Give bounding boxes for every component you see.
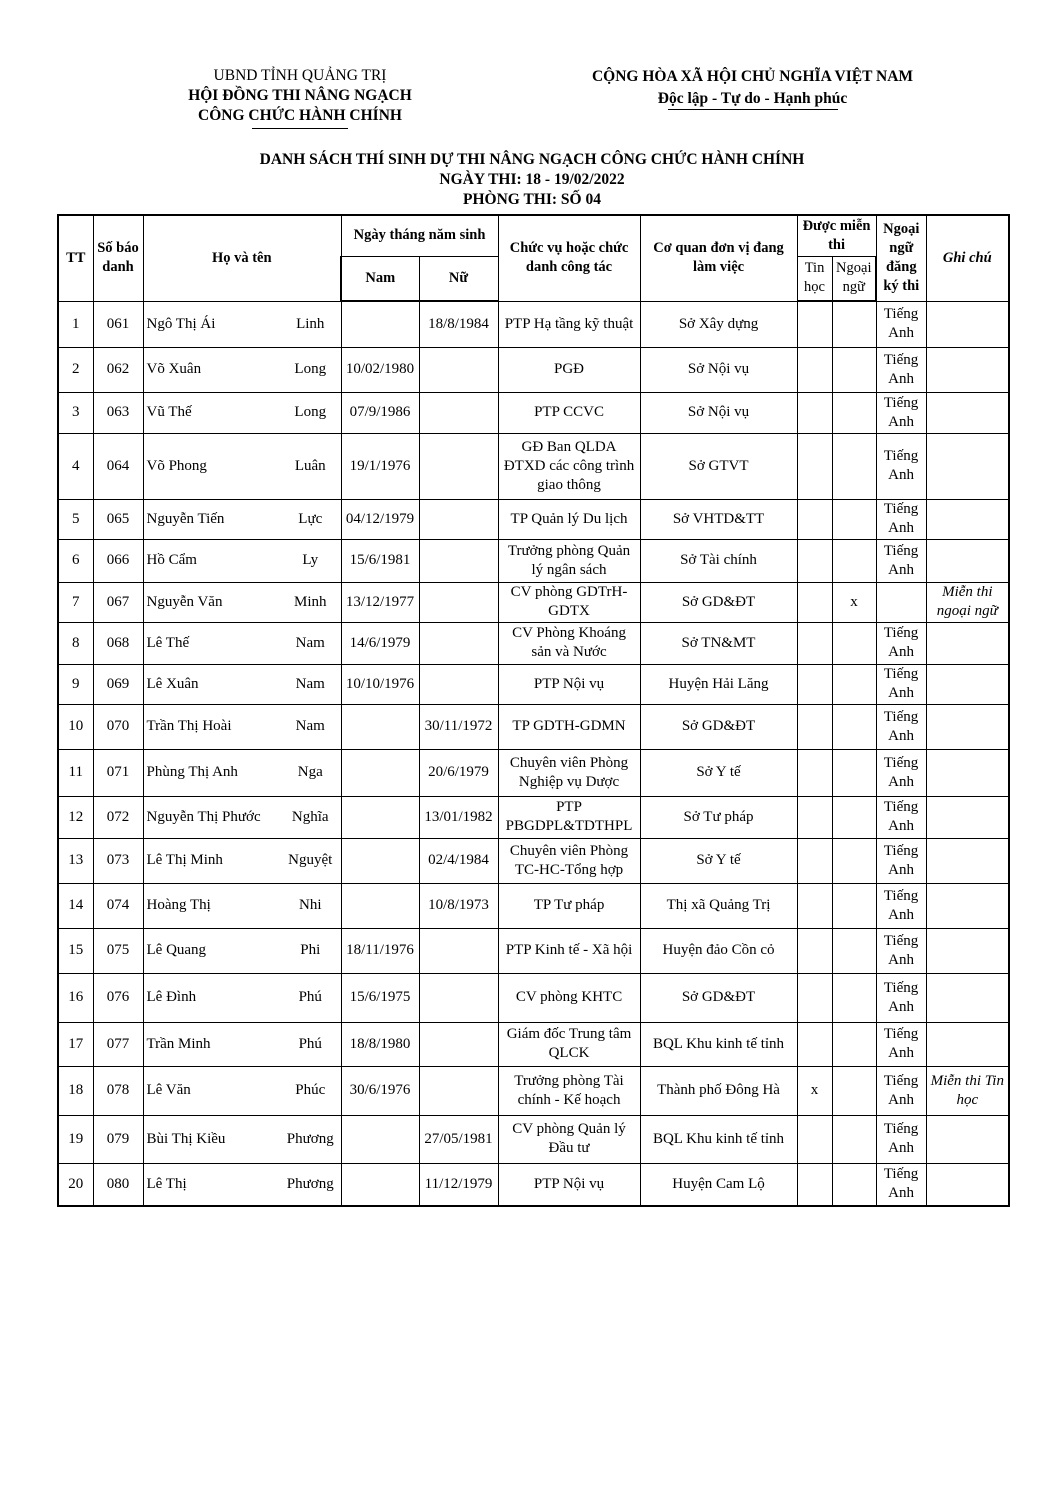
- cell-dob-male: 18/11/1976: [341, 928, 419, 973]
- cell-note: [926, 973, 1009, 1022]
- cell-position: TP GDTH-GDMN: [498, 704, 640, 749]
- cell-position: PTP CCVC: [498, 392, 640, 433]
- cell-dob-male: [341, 796, 419, 838]
- cell-note: [926, 664, 1009, 704]
- cell-family-name: Hồ Cẩm: [143, 539, 280, 582]
- cell-exempt-lang: [832, 838, 876, 883]
- col-dob-female-header: Nữ: [419, 256, 498, 301]
- cell-agency: Sở Xây dựng: [640, 301, 797, 347]
- cell-lang-reg: Tiếng Anh: [876, 1066, 926, 1115]
- cell-sbd: 073: [93, 838, 143, 883]
- cell-lang-reg: Tiếng Anh: [876, 392, 926, 433]
- cell-dob-female: 20/6/1979: [419, 749, 498, 796]
- table-row: [58, 1163, 1009, 1206]
- cell-agency: Sở Y tế: [640, 838, 797, 883]
- cell-family-name: Nguyễn Văn: [143, 582, 280, 622]
- cell-sbd: 066: [93, 539, 143, 582]
- cell-dob-male: 15/6/1975: [341, 973, 419, 1022]
- cell-given-name: Lực: [280, 499, 341, 539]
- table-row: [58, 301, 1009, 347]
- cell-family-name: Trần Thị Hoài: [143, 704, 280, 749]
- table-row: [58, 499, 1009, 539]
- cell-tt: 8: [58, 622, 93, 664]
- cell-tt: 6: [58, 539, 93, 582]
- cell-exempt-it: [797, 539, 832, 582]
- cell-agency: Sở Y tế: [640, 749, 797, 796]
- authority-line-2: HỘI ĐỒNG THI NÂNG NGẠCH: [188, 87, 412, 104]
- cell-tt: 5: [58, 499, 93, 539]
- cell-given-name: Nguyệt: [280, 838, 341, 883]
- cell-lang-reg: Tiếng Anh: [876, 664, 926, 704]
- cell-agency: Huyện đảo Cồn cỏ: [640, 928, 797, 973]
- cell-family-name: Nguyễn Thị Phước: [143, 796, 280, 838]
- cell-exempt-lang: [832, 883, 876, 928]
- table-row: [58, 1066, 1009, 1115]
- cell-dob-male: 30/6/1976: [341, 1066, 419, 1115]
- cell-given-name: Ly: [280, 539, 341, 582]
- document-title: DANH SÁCH THÍ SINH DỰ THI NÂNG NGẠCH CÔNG CHỨC HÀNH CHÍNH: [259, 151, 805, 168]
- cell-agency: Huyện Hải Lăng: [640, 664, 797, 704]
- cell-position: PGĐ: [498, 347, 640, 392]
- country-name: CỘNG HÒA XÃ HỘI CHỦ NGHĨA VIỆT NAM: [591, 68, 914, 85]
- cell-sbd: 070: [93, 704, 143, 749]
- cell-sbd: 077: [93, 1022, 143, 1066]
- cell-note: [926, 1115, 1009, 1163]
- cell-tt: 3: [58, 392, 93, 433]
- cell-note: [926, 883, 1009, 928]
- table-row: [58, 749, 1009, 796]
- cell-note: [926, 1022, 1009, 1066]
- table-row: [58, 582, 1009, 622]
- cell-agency: Thành phố Đông Hà: [640, 1066, 797, 1115]
- cell-family-name: Võ Phong: [143, 433, 280, 499]
- cell-given-name: Linh: [280, 301, 341, 347]
- cell-exempt-lang: [832, 539, 876, 582]
- cell-note: [926, 749, 1009, 796]
- cell-family-name: Lê Thị Minh: [143, 838, 280, 883]
- cell-position: TP Tư pháp: [498, 883, 640, 928]
- cell-exempt-it: [797, 664, 832, 704]
- cell-given-name: Nam: [280, 622, 341, 664]
- cell-sbd: 074: [93, 883, 143, 928]
- cell-sbd: 067: [93, 582, 143, 622]
- authority-line-3: CÔNG CHỨC HÀNH CHÍNH: [198, 107, 402, 124]
- cell-family-name: Lê Xuân: [143, 664, 280, 704]
- issuing-authority: [140, 66, 460, 129]
- cell-exempt-lang: [832, 704, 876, 749]
- cell-given-name: Nhi: [280, 883, 341, 928]
- cell-position: CV phòng Quản lý Đầu tư: [498, 1115, 640, 1163]
- cell-note: Miễn thi Tin học: [926, 1066, 1009, 1115]
- cell-family-name: Lê Quang: [143, 928, 280, 973]
- cell-position: Giám đốc Trung tâm QLCK: [498, 1022, 640, 1066]
- document-title-block: [57, 150, 1007, 210]
- cell-sbd: 078: [93, 1066, 143, 1115]
- cell-position: PTP Nội vụ: [498, 1163, 640, 1206]
- cell-exempt-lang: [832, 796, 876, 838]
- col-dob-male-header: Nam: [341, 256, 419, 301]
- cell-lang-reg: Tiếng Anh: [876, 622, 926, 664]
- cell-position: TP Quản lý Du lịch: [498, 499, 640, 539]
- cell-given-name: Phú: [280, 1022, 341, 1066]
- cell-exempt-lang: [832, 622, 876, 664]
- col-sbd-header: Số báo danh: [93, 215, 143, 301]
- cell-sbd: 069: [93, 664, 143, 704]
- candidate-table: [57, 214, 1010, 1207]
- cell-exempt-it: [797, 392, 832, 433]
- cell-exempt-lang: [832, 1066, 876, 1115]
- cell-family-name: Nguyễn Tiến: [143, 499, 280, 539]
- cell-exempt-it: [797, 838, 832, 883]
- cell-tt: 16: [58, 973, 93, 1022]
- cell-tt: 14: [58, 883, 93, 928]
- cell-tt: 18: [58, 1066, 93, 1115]
- cell-agency: Sở Nội vụ: [640, 392, 797, 433]
- cell-lang-reg: Tiếng Anh: [876, 838, 926, 883]
- cell-tt: 10: [58, 704, 93, 749]
- cell-sbd: 062: [93, 347, 143, 392]
- cell-note: [926, 392, 1009, 433]
- col-exempt-header: Được miễn thi: [797, 215, 876, 256]
- cell-note: [926, 796, 1009, 838]
- cell-dob-female: [419, 622, 498, 664]
- cell-sbd: 080: [93, 1163, 143, 1206]
- cell-dob-female: [419, 582, 498, 622]
- cell-dob-female: [419, 433, 498, 499]
- cell-lang-reg: Tiếng Anh: [876, 749, 926, 796]
- cell-dob-female: 10/8/1973: [419, 883, 498, 928]
- cell-lang-reg: Tiếng Anh: [876, 433, 926, 499]
- col-name-header: Họ và tên: [143, 215, 341, 301]
- cell-lang-reg: Tiếng Anh: [876, 347, 926, 392]
- cell-exempt-lang: [832, 433, 876, 499]
- cell-given-name: Phương: [280, 1163, 341, 1206]
- national-motto: Độc lập - Tự do - Hạnh phúc: [657, 90, 848, 107]
- cell-tt: 12: [58, 796, 93, 838]
- cell-agency: Sở Tài chính: [640, 539, 797, 582]
- cell-exempt-it: [797, 347, 832, 392]
- cell-agency: Sở TN&MT: [640, 622, 797, 664]
- cell-family-name: Vũ Thế: [143, 392, 280, 433]
- cell-family-name: Trần Minh: [143, 1022, 280, 1066]
- cell-lang-reg: Tiếng Anh: [876, 539, 926, 582]
- col-position-header: Chức vụ hoặc chức danh công tác: [498, 215, 640, 301]
- exam-date: NGÀY THI: 18 - 19/02/2022: [439, 171, 625, 188]
- cell-lang-reg: Tiếng Anh: [876, 1163, 926, 1206]
- cell-dob-male: [341, 838, 419, 883]
- cell-dob-female: [419, 973, 498, 1022]
- cell-exempt-lang: [832, 749, 876, 796]
- cell-dob-male: [341, 883, 419, 928]
- cell-position: CV phòng GDTrH-GDTX: [498, 582, 640, 622]
- cell-position: CV Phòng Khoáng sản và Nước: [498, 622, 640, 664]
- cell-tt: 4: [58, 433, 93, 499]
- cell-family-name: Hoàng Thị: [143, 883, 280, 928]
- col-dob-header: Ngày tháng năm sinh: [341, 215, 498, 256]
- col-tt-header: TT: [58, 215, 93, 301]
- cell-exempt-it: [797, 704, 832, 749]
- table-row: [58, 928, 1009, 973]
- national-header: [560, 66, 945, 110]
- cell-dob-female: [419, 347, 498, 392]
- cell-tt: 1: [58, 301, 93, 347]
- cell-exempt-lang: [832, 1115, 876, 1163]
- cell-exempt-it: [797, 1115, 832, 1163]
- cell-dob-male: [341, 1163, 419, 1206]
- cell-position: Trưởng phòng Tài chính - Kế hoạch: [498, 1066, 640, 1115]
- cell-dob-male: 10/10/1976: [341, 664, 419, 704]
- cell-sbd: 068: [93, 622, 143, 664]
- cell-given-name: Long: [280, 347, 341, 392]
- cell-given-name: Phúc: [280, 1066, 341, 1115]
- cell-dob-male: [341, 749, 419, 796]
- cell-given-name: Nghĩa: [280, 796, 341, 838]
- cell-sbd: 071: [93, 749, 143, 796]
- cell-note: [926, 838, 1009, 883]
- cell-dob-female: 27/05/1981: [419, 1115, 498, 1163]
- cell-dob-female: [419, 928, 498, 973]
- cell-dob-male: 04/12/1979: [341, 499, 419, 539]
- cell-given-name: Nga: [280, 749, 341, 796]
- cell-agency: Sở VHTD&TT: [640, 499, 797, 539]
- cell-agency: Sở GD&ĐT: [640, 973, 797, 1022]
- cell-agency: BQL Khu kinh tế tỉnh: [640, 1115, 797, 1163]
- table-row: [58, 392, 1009, 433]
- cell-tt: 17: [58, 1022, 93, 1066]
- cell-dob-male: 13/12/1977: [341, 582, 419, 622]
- table-row: [58, 883, 1009, 928]
- cell-position: PTP Kinh tế - Xã hội: [498, 928, 640, 973]
- cell-tt: 13: [58, 838, 93, 883]
- cell-tt: 7: [58, 582, 93, 622]
- cell-dob-male: 10/02/1980: [341, 347, 419, 392]
- cell-sbd: 064: [93, 433, 143, 499]
- cell-agency: Huyện Cam Lộ: [640, 1163, 797, 1206]
- cell-sbd: 075: [93, 928, 143, 973]
- col-exempt-it-header: Tin học: [797, 256, 832, 301]
- cell-position: Chuyên viên Phòng TC-HC-Tổng hợp: [498, 838, 640, 883]
- table-row: [58, 973, 1009, 1022]
- authority-underline: [252, 128, 348, 129]
- cell-position: CV phòng KHTC: [498, 973, 640, 1022]
- cell-dob-female: 02/4/1984: [419, 838, 498, 883]
- cell-dob-male: 19/1/1976: [341, 433, 419, 499]
- authority-line-1: UBND TỈNH QUẢNG TRỊ: [213, 67, 387, 84]
- cell-lang-reg: Tiếng Anh: [876, 928, 926, 973]
- cell-dob-female: [419, 1022, 498, 1066]
- cell-family-name: Ngô Thị Ái: [143, 301, 280, 347]
- cell-exempt-lang: [832, 928, 876, 973]
- cell-exempt-it: [797, 622, 832, 664]
- cell-tt: 20: [58, 1163, 93, 1206]
- cell-exempt-it: [797, 883, 832, 928]
- cell-dob-male: 18/8/1980: [341, 1022, 419, 1066]
- cell-position: Trưởng phòng Quản lý ngân sách: [498, 539, 640, 582]
- cell-tt: 9: [58, 664, 93, 704]
- cell-exempt-it: [797, 499, 832, 539]
- cell-position: PTP Nội vụ: [498, 664, 640, 704]
- cell-dob-male: [341, 301, 419, 347]
- cell-dob-female: [419, 499, 498, 539]
- cell-dob-male: [341, 1115, 419, 1163]
- cell-exempt-it: [797, 1022, 832, 1066]
- cell-lang-reg: Tiếng Anh: [876, 499, 926, 539]
- cell-dob-female: 11/12/1979: [419, 1163, 498, 1206]
- cell-dob-female: [419, 539, 498, 582]
- cell-agency: BQL Khu kinh tế tỉnh: [640, 1022, 797, 1066]
- cell-family-name: Lê Thị: [143, 1163, 280, 1206]
- cell-exempt-lang: [832, 664, 876, 704]
- cell-lang-reg: Tiếng Anh: [876, 1115, 926, 1163]
- cell-exempt-lang: [832, 301, 876, 347]
- cell-exempt-it: [797, 301, 832, 347]
- table-row: [58, 433, 1009, 499]
- cell-note: [926, 499, 1009, 539]
- cell-family-name: Lê Văn: [143, 1066, 280, 1115]
- cell-lang-reg: Tiếng Anh: [876, 1022, 926, 1066]
- cell-given-name: Minh: [280, 582, 341, 622]
- cell-dob-female: 30/11/1972: [419, 704, 498, 749]
- cell-lang-reg: Tiếng Anh: [876, 301, 926, 347]
- cell-agency: Sở GD&ĐT: [640, 582, 797, 622]
- cell-lang-reg: Tiếng Anh: [876, 973, 926, 1022]
- table-row: [58, 622, 1009, 664]
- cell-lang-reg: Tiếng Anh: [876, 883, 926, 928]
- cell-sbd: 076: [93, 973, 143, 1022]
- cell-note: [926, 539, 1009, 582]
- cell-exempt-it: [797, 1163, 832, 1206]
- cell-position: GĐ Ban QLDA ĐTXD các công trình giao thông: [498, 433, 640, 499]
- cell-exempt-lang: [832, 973, 876, 1022]
- cell-dob-female: [419, 1066, 498, 1115]
- col-note-header: Ghi chú: [926, 215, 1009, 301]
- cell-exempt-it: [797, 928, 832, 973]
- table-row: [58, 539, 1009, 582]
- cell-dob-female: 18/8/1984: [419, 301, 498, 347]
- cell-exempt-it: [797, 796, 832, 838]
- cell-family-name: Lê Đình: [143, 973, 280, 1022]
- cell-note: [926, 433, 1009, 499]
- table-row: [58, 664, 1009, 704]
- cell-dob-female: [419, 392, 498, 433]
- cell-sbd: 072: [93, 796, 143, 838]
- cell-lang-reg: Tiếng Anh: [876, 796, 926, 838]
- cell-sbd: 061: [93, 301, 143, 347]
- cell-tt: 11: [58, 749, 93, 796]
- cell-note: Miễn thi ngoại ngữ: [926, 582, 1009, 622]
- table-row: [58, 704, 1009, 749]
- cell-agency: Sở Nội vụ: [640, 347, 797, 392]
- cell-lang-reg: [876, 582, 926, 622]
- cell-exempt-lang: [832, 499, 876, 539]
- cell-note: [926, 1163, 1009, 1206]
- cell-exempt-lang: x: [832, 582, 876, 622]
- cell-given-name: Phi: [280, 928, 341, 973]
- cell-exempt-it: [797, 582, 832, 622]
- cell-dob-male: [341, 704, 419, 749]
- cell-exempt-it: [797, 749, 832, 796]
- cell-note: [926, 704, 1009, 749]
- cell-exempt-it: [797, 433, 832, 499]
- cell-given-name: Phương: [280, 1115, 341, 1163]
- cell-given-name: Phú: [280, 973, 341, 1022]
- col-exempt-lang-header: Ngoại ngữ: [832, 256, 876, 301]
- cell-note: [926, 928, 1009, 973]
- cell-agency: Sở Tư pháp: [640, 796, 797, 838]
- cell-exempt-it: [797, 973, 832, 1022]
- cell-given-name: Nam: [280, 704, 341, 749]
- cell-exempt-it: x: [797, 1066, 832, 1115]
- cell-dob-male: 14/6/1979: [341, 622, 419, 664]
- cell-sbd: 065: [93, 499, 143, 539]
- cell-given-name: Luân: [280, 433, 341, 499]
- cell-position: PTP PBGDPL&TDTHPL: [498, 796, 640, 838]
- cell-agency: Thị xã Quảng Trị: [640, 883, 797, 928]
- cell-dob-male: 15/6/1981: [341, 539, 419, 582]
- table-row: [58, 838, 1009, 883]
- table-row: [58, 796, 1009, 838]
- cell-dob-male: 07/9/1986: [341, 392, 419, 433]
- table-row: [58, 1022, 1009, 1066]
- cell-tt: 15: [58, 928, 93, 973]
- cell-given-name: Long: [280, 392, 341, 433]
- cell-sbd: 063: [93, 392, 143, 433]
- cell-given-name: Nam: [280, 664, 341, 704]
- cell-exempt-lang: [832, 1022, 876, 1066]
- cell-lang-reg: Tiếng Anh: [876, 704, 926, 749]
- cell-dob-female: [419, 664, 498, 704]
- cell-position: PTP Hạ tầng kỹ thuật: [498, 301, 640, 347]
- cell-note: [926, 347, 1009, 392]
- cell-note: [926, 301, 1009, 347]
- cell-agency: Sở GTVT: [640, 433, 797, 499]
- cell-position: Chuyên viên Phòng Nghiệp vụ Dược: [498, 749, 640, 796]
- cell-tt: 2: [58, 347, 93, 392]
- cell-family-name: Bùi Thị Kiều: [143, 1115, 280, 1163]
- exam-room: PHÒNG THI: SỐ 04: [463, 191, 601, 208]
- cell-tt: 19: [58, 1115, 93, 1163]
- table-row: [58, 1115, 1009, 1163]
- cell-exempt-lang: [832, 392, 876, 433]
- cell-agency: Sở GD&ĐT: [640, 704, 797, 749]
- table-row: [58, 347, 1009, 392]
- cell-exempt-lang: [832, 347, 876, 392]
- cell-dob-female: 13/01/1982: [419, 796, 498, 838]
- cell-family-name: Phùng Thị Anh: [143, 749, 280, 796]
- cell-family-name: Lê Thế: [143, 622, 280, 664]
- cell-note: [926, 622, 1009, 664]
- cell-exempt-lang: [832, 1163, 876, 1206]
- col-agency-header: Cơ quan đơn vị đang làm việc: [640, 215, 797, 301]
- col-lang-reg-header: Ngoại ngữ đăng ký thi: [876, 215, 926, 301]
- cell-family-name: Võ Xuân: [143, 347, 280, 392]
- cell-sbd: 079: [93, 1115, 143, 1163]
